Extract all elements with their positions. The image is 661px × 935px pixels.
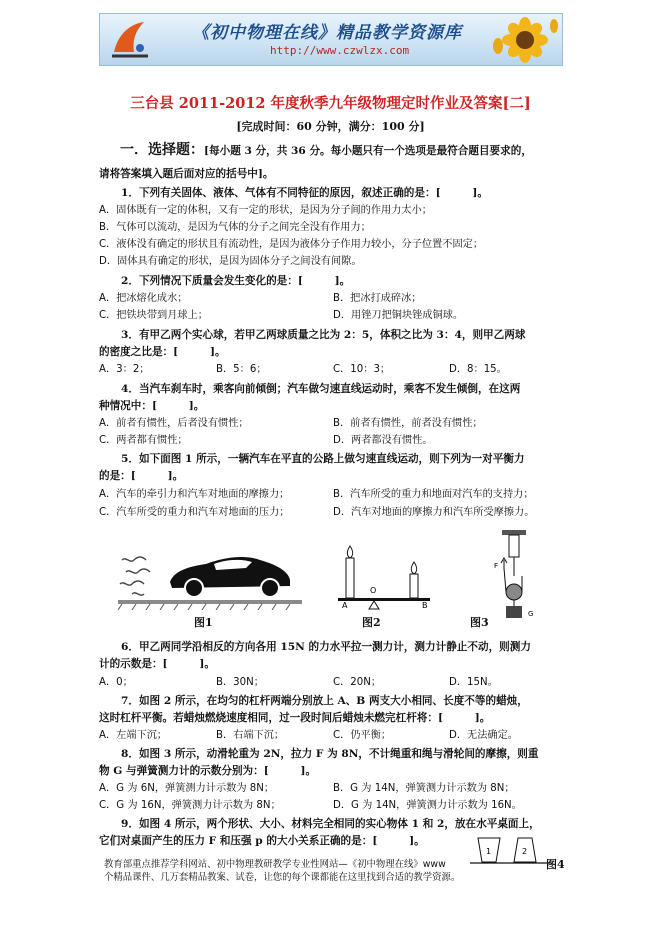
q2-option-d[interactable]: D．用锉刀把铜块锉成铜球。 (333, 310, 464, 321)
q2-option-a[interactable]: A．把冰熔化成水； (99, 293, 188, 304)
candle-b-flame-icon (411, 562, 416, 574)
banner-url[interactable]: http://www.czwlzx.com (270, 44, 410, 57)
q6-option-c[interactable]: C．20N； (333, 677, 382, 688)
q6-stem-line2: 计的示数是：[ ]。 (99, 658, 215, 670)
q4-stem-line1: 4．当汽车刹车时，乘客向前倾倒；汽车做匀速直线运动时，乘客不发生倾倒，在这两 (121, 383, 521, 395)
q6-option-b[interactable]: B．30N； (216, 677, 264, 688)
figure-2-lever-candles (336, 540, 436, 610)
q3-stem-line2: 的密度之比是：[ ]。 (99, 346, 226, 358)
q5-stem-line2: 的是：[ ]。 (99, 470, 184, 482)
q3-stem-line1: 3．有甲乙两个实心球，若甲乙两球质量之比为 2：5，体积之比为 3：4，则甲乙两球 (121, 329, 526, 341)
label-o: O (370, 586, 377, 595)
q7-option-b[interactable]: B．右端下沉； (216, 730, 285, 741)
q4-option-a[interactable]: A．前者有惯性，后者没有惯性； (99, 418, 249, 429)
q6-stem-line1: 6．甲乙两同学沿相反的方向各用 15N 的力水平拉一测力计，测力计静止不动，则测力 (121, 641, 531, 653)
q3-option-b[interactable]: B．5：6； (216, 364, 267, 375)
q8-option-b[interactable]: B．G 为 14N，弹簧测力计示数为 8N； (333, 783, 515, 794)
label-g: G (528, 610, 534, 618)
q6-option-d[interactable]: D．15N。 (449, 677, 498, 688)
q2-option-b[interactable]: B．把冰打成碎冰； (333, 293, 422, 304)
q7-stem-line1: 7．如图 2 所示，在均匀的杠杆两端分别放上 A、B 两支大小相同、长度不等的蜡烛， (121, 695, 528, 707)
q3-option-c[interactable]: C．10：3； (333, 364, 391, 375)
q1-option-a[interactable]: A．固体既有一定的体积，又有一定的形状，是因为分子间的作用力太小； (99, 205, 432, 216)
q5-option-d[interactable]: D．汽车对地面的摩擦力和汽车所受摩擦力。 (333, 507, 535, 518)
sunflower-icon (492, 16, 558, 64)
force-arrow-icon (501, 558, 507, 570)
document-title: 三台县 2011-2012 年度秋季九年级物理定时作业及答案[二] (130, 95, 531, 112)
q4-stem-line2: 种情况中：[ ]。 (99, 400, 205, 412)
label-f: F (494, 562, 499, 570)
q4-option-c[interactable]: C．两者都有惯性； (99, 435, 188, 446)
figure-1-label: 图1 (194, 616, 213, 629)
object-1-label: 1 (486, 847, 492, 856)
section-instruction-2: 请将答案填入题后面对应的括号中]。 (99, 168, 274, 180)
q5-option-a[interactable]: A．汽车的牵引力和汽车对地面的摩擦力； (99, 489, 290, 500)
figure-3-pulley-diagram (484, 530, 544, 620)
q3-option-d[interactable]: D．8：15。 (449, 364, 507, 375)
q3-option-a[interactable]: A．3：2； (99, 364, 150, 375)
ceiling-mount (502, 530, 526, 535)
road-surface (118, 600, 302, 604)
section-heading-row (120, 143, 532, 158)
section-instruction-1: [每小题 3 分，共 36 分。每小题只有一个选项是最符合题目要求的， (204, 145, 532, 157)
candle-b (410, 574, 418, 598)
lever-bar (338, 598, 430, 601)
exhaust-lines-icon (120, 557, 150, 595)
footer-line-2: 个精品课件、几万套精品教案、试卷，让您的每个课都能在这里找到合适的教学资源。 (104, 872, 461, 883)
front-wheel-icon (261, 579, 279, 597)
q5-option-b[interactable]: B．汽车所受的重力和地面对汽车的支持力； (333, 489, 534, 500)
label-a: A (342, 601, 348, 610)
site-logo-icon (108, 18, 152, 60)
object-2-label: 2 (522, 847, 528, 856)
q7-option-c[interactable]: C．仍平衡； (333, 730, 392, 741)
weight-block (506, 606, 522, 618)
figure-4-objects-on-table (470, 832, 550, 868)
q8-option-c[interactable]: C．G 为 16N，弹簧测力计示数为 8N； (99, 800, 281, 811)
header-banner[interactable] (99, 13, 563, 66)
time-and-score-note: [完成时间：60 分钟，满分：100 分] (236, 120, 425, 133)
banner-title: 《初中物理在线》精品教学资源库 (192, 23, 462, 43)
q7-option-d[interactable]: D．无法确定。 (449, 730, 518, 741)
footer-line-1: 教育部重点推荐学科网站、初中物理教研教学专业性网站—《初中物理在线》www (104, 859, 446, 870)
q9-stem-line1: 9．如图 4 所示，两个形状、大小、材料完全相同的实心物体 1 和 2，放在水平桌面上， (121, 818, 540, 830)
candle-a-flame-icon (347, 546, 352, 558)
q4-option-d[interactable]: D．两者都没有惯性。 (333, 435, 433, 446)
pivot-icon (369, 601, 379, 609)
q4-option-b[interactable]: B．前者有惯性，前者没有惯性； (333, 418, 483, 429)
spring-scale-icon (509, 535, 519, 557)
q8-stem-line1: 8．如图 3 所示，动滑轮重为 2N，拉力 F 为 8N，不计绳重和绳与滑轮间的摩擦，则重 (121, 748, 539, 760)
q8-stem-line2: 物 G 与弹簧测力计的示数分别为：[ ]。 (99, 765, 317, 777)
candle-a (346, 558, 354, 598)
section-heading: 一．选择题： (120, 142, 204, 158)
movable-pulley-icon (506, 584, 522, 600)
figure-4-label: 图4 (546, 858, 565, 871)
q7-option-a[interactable]: A．左端下沉； (99, 730, 168, 741)
q1-option-c[interactable]: C．液体没有确定的形状且有流动性，是因为液体分子作用力较小，分子位置不固定； (99, 239, 484, 250)
figure-1-car-diagram (118, 540, 302, 610)
road-hatching (118, 604, 290, 610)
q5-option-c[interactable]: C．汽车所受的重力和汽车对地面的压力； (99, 507, 290, 518)
q8-option-a[interactable]: A．G 为 6N，弹簧测力计示数为 8N； (99, 783, 275, 794)
q2-option-c[interactable]: C．把铁块带到月球上； (99, 310, 208, 321)
q1-option-b[interactable]: B．气体可以流动，是因为气体的分子之间完全没有作用力； (99, 222, 371, 233)
q7-stem-line2: 这时杠杆平衡。若蜡烛燃烧速度相同，过一段时间后蜡烛未燃完杠杆将：[ ]。 (99, 712, 491, 724)
label-b: B (422, 601, 428, 610)
figure-2-label: 图2 (362, 616, 381, 629)
q9-stem-line2: 它们对桌面产生的压力 F 和压强 p 的大小关系正确的是：[ ]。 (99, 835, 425, 847)
q8-option-d[interactable]: D．G 为 14N，弹簧测力计示数为 16N。 (333, 800, 522, 811)
q2-stem: 2．下列情况下质量会发生变化的是：[ ]。 (121, 275, 351, 287)
q6-option-a[interactable]: A．0； (99, 677, 133, 688)
rear-wheel-icon (185, 579, 203, 597)
q5-stem-line1: 5．如下面图 1 所示，一辆汽车在平直的公路上做匀速直线运动，则下列为一对平衡力 (121, 453, 525, 465)
figure-3-label: 图3 (470, 616, 489, 629)
q1-stem: 1．下列有关固体、液体、气体有不同特征的原因，叙述正确的是：[ ]。 (121, 187, 488, 199)
q1-option-d[interactable]: D．固体具有确定的形状，是因为固体分子之间没有间隙。 (99, 256, 362, 267)
